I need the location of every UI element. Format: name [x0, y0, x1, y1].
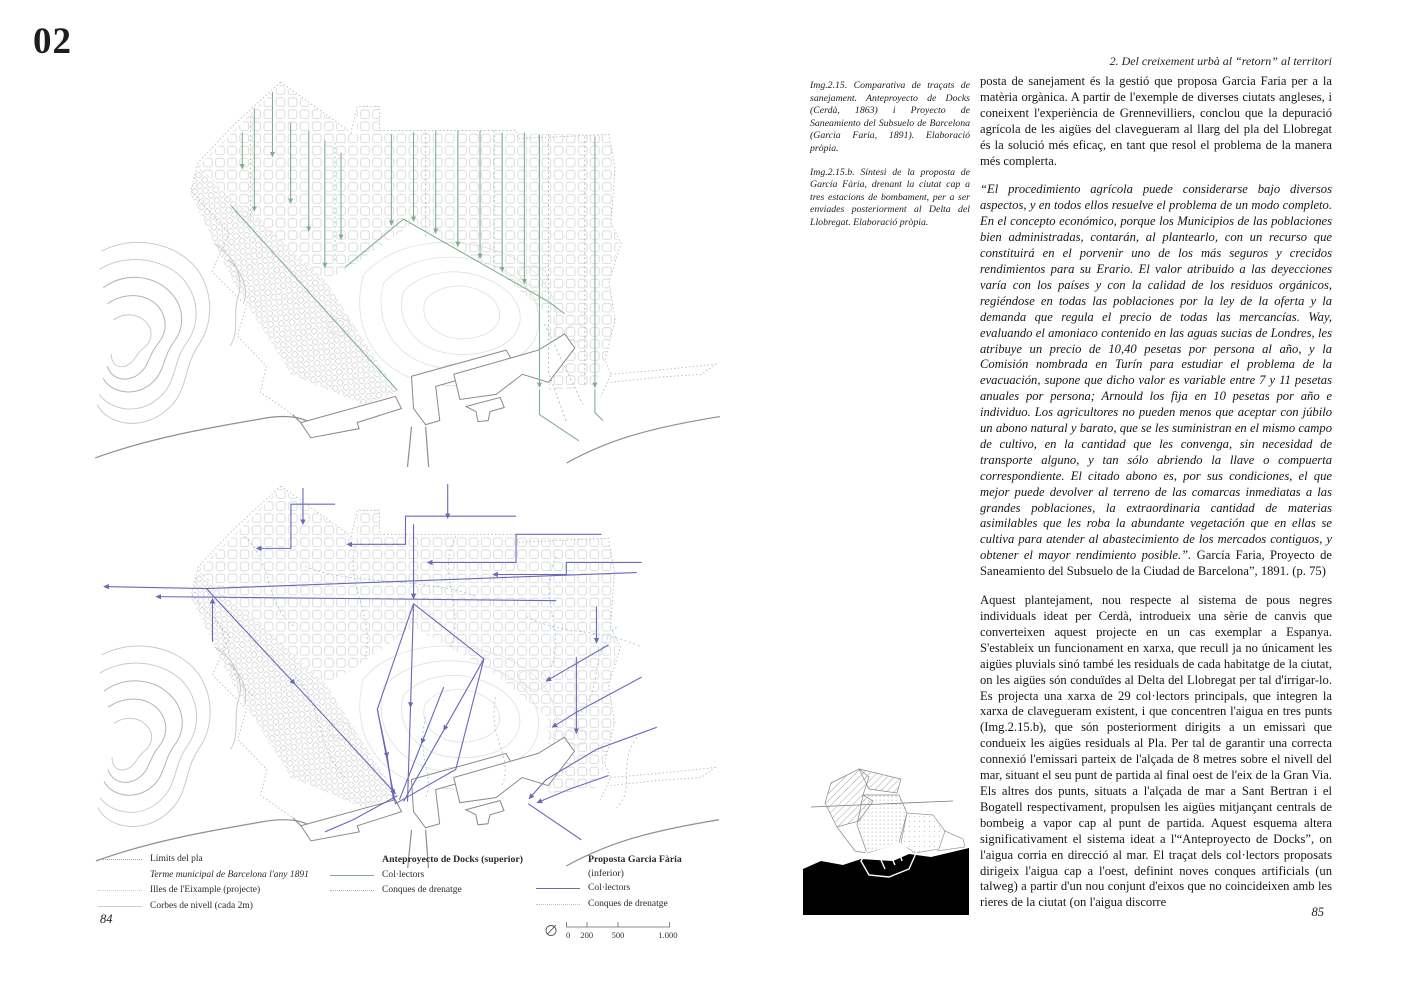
- legend-sample-faria-drainage: [536, 904, 580, 905]
- map-anteproyecto-docks: [93, 72, 723, 472]
- legend-sample-docks-drainage: [330, 890, 374, 891]
- legend-docks-title: Anteproyecto de Docks (superior): [382, 854, 524, 865]
- body-text: [980, 74, 1332, 924]
- legend-label-corbes: Corbes de nivell (cada 2m): [150, 900, 253, 911]
- scale-bar: [565, 921, 678, 943]
- quote-garcia-faria: “El procedimiento agrícola puede considerarse bajo diversos aspectos, y en todos ellos resuelve el problema de un modo completo. En el concepto económico, porque los Municipios de las poblaciones bien administradas, contarán, al plantearlo, con un recurso que constituirá en el porvenir uno de los más seguros y crecidos rendimientos para su Erario. El valor atribuido a las deyecciones varía con los países y con la calidad de los residuos orgánicos, regiéndose en todas las poblaciones por la ley de la oferta y la demanda que regula el precio de todas las mercancías. Way, evaluando el amoniaco contenido en las aguas sucias de Londres, les atribuye un precio de 10,40 pesetas por persona al año, y la Comisión nombrada en Turín para estudiar el problema de la evacuación, supone que dicho valor es variable entre 7 y 11 pesetas anuales por persona; Arnould los fija en 10 pesetas por año e individuo. Los agricultores no pueden menos que aceptar con júbilo un abono natural y barato, que se les suministran en el mismo campo de cultivo, en la cantidad que les convenga, sin necesidad de transporte alguno, y tan sólo abriendo la llave o compuerta correspondiente. El citado abono es, por sus condiciones, el que mejor puede devolver al terreno de las comarcas inmediatas a las grandes poblaciones, la extraordinaria cantidad de materias asimilables que les roba la abundante vegetación que en ellas se cultiva para atender al abastecimiento de los mercados contiguos, y obtener el mayor rendimiento posible.”. García Faria, Proyecto de Saneamiento del Subsuelo de la Ciudad de Barcelona”, 1891. (p. 75): [980, 182, 1332, 579]
- caption-img-2-15-b: Img.2.15.b. Síntesi de la proposta de García Fària, drenant la ciutat cap a tres estacions de bombament, per a ser enviades posteriorment al Delta del Llobregat. Elaboració pròpia.: [810, 166, 970, 228]
- page-number-left: 84: [100, 912, 113, 926]
- scale-tick-0: 0: [565, 930, 571, 940]
- thumbnail-map-estacions-bombament: [803, 755, 969, 915]
- legend-label-terme: Terme municipal de Barcelona l'any 1891: [150, 869, 309, 880]
- legend-base-layers: [98, 853, 323, 915]
- north-arrow-icon: [544, 923, 558, 937]
- legend-sample-docks-collectors: [330, 875, 374, 876]
- paragraph-3: Aquest plantejament, nou respecte al sistema de pous negres individuals ideat per Cerdà, introdueix una sèrie de canvis que converteixen aquest projecte en un cas exemplar a Espanya. S'estableix un funcionament en xarxa, que recull ja no únicament les aigües pluvials sinó també les residuals de cada habitatge de la ciutat, on les aigües són conduïdes al Delta del Llobregat per tal d'irrigar-lo. Es projecta una xarxa de 29 col·lectors principals, que integren la xarxa de clavegueram existent, i que concentren l'aigua en tres punts (Img.2.15.b), que són posteriorment dirigits a un emissari que condueix les aigües residuals al Pla. Per tal de garantir una correcta connexió l'emissari parteix de l'alçada de 8 metres sobre el nivell del mar, situant el seu punt de partida al final oest de l'eix de la Gran Via. Els altres dos punts, situats a l'alçada de mar a Sant Bertran i el Bogatell respectivament, propulsen les aigües mitjançant centrals de bombeig a vapor cap al punt de partida. Aquest esquema altera significativament el sistema ideat a l'“Anteproyecto de Docks”, on l'aigua corria en direcció al mar. El traçat dels col·lectors proposats dirigeix l'aigua cap a l'oest, definint noves conques artificials (un talweg) a partir d'un nou conjunt d'eixos que no coincideixen amb les rieres de la ciutat (on l'aigua discorre: [980, 593, 1332, 910]
- legend-label-illes: Illes de l'Eixample (projecte): [150, 885, 261, 895]
- legend-label-docks-drainage: Conques de drenatge: [382, 885, 462, 895]
- legend-label-faria-drainage: Conques de drenatge: [588, 898, 668, 909]
- legend-docks: [330, 853, 535, 900]
- legend-faria: [536, 853, 711, 943]
- legend-sample-illes: [98, 890, 142, 891]
- legend-sample-limits: [98, 859, 142, 860]
- scale-tick-200: 200: [580, 930, 594, 940]
- legend-faria-title: Proposta Garcia Fària (inferior): [588, 854, 682, 879]
- legend-sample-corbes: [98, 906, 142, 907]
- legend-label-faria-collectors: Col·lectors: [588, 883, 631, 893]
- legend-label-limits: Límits del pla: [150, 854, 203, 864]
- figure-captions: [810, 80, 970, 241]
- chapter-number: 02: [33, 21, 72, 62]
- legend-sample-faria-collectors: [536, 888, 580, 889]
- running-header: 2. Del creixement urbà al “retorn” al territori: [1109, 54, 1332, 68]
- scale-tick-500: 500: [611, 930, 625, 940]
- page-number-right: 85: [1311, 905, 1324, 919]
- legend-label-docks-collectors: Col·lectors: [382, 869, 425, 880]
- paragraph-1: posta de sanejament és la gestió que proposa Garcia Faria per a la matèria orgànica. A partir de l'exemple de diverses ciutats angleses, i coneixent l'experiència de Grennevilliers, conclou que la depuració agrícola de les aigües del clavegueram al llarg del pla del Llobregat és la solució més eficaç, en tant que resol el problema de la manera més complerta.: [980, 74, 1332, 168]
- scale-tick-1000: 1.000: [658, 930, 678, 940]
- map-proposta-garcia-faria: [93, 476, 723, 868]
- caption-img-2-15: Img.2.15. Comparativa de traçats de sanejament. Anteproyecto de Docks (Cerdà, 1863) i Proyecto de Saneamiento del Subsuelo de Barcelona (Garcia Faria, 1891). Elaboració pròpia.: [810, 80, 970, 154]
